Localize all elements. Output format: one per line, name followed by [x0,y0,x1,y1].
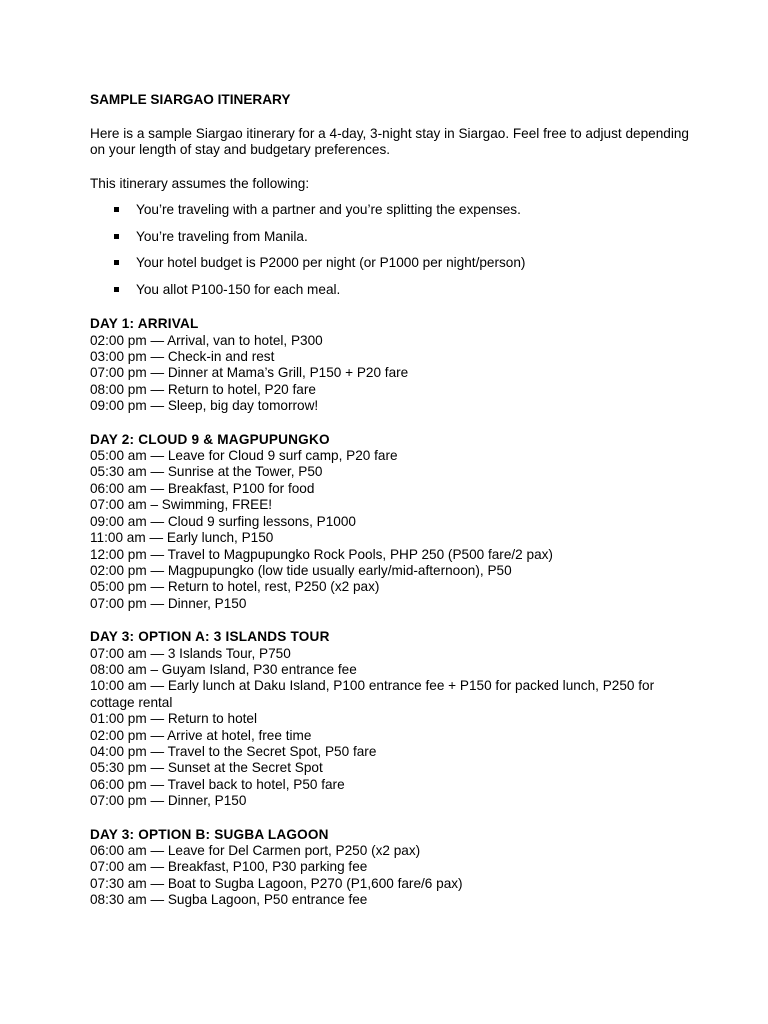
itinerary-entry: 08:00 am – Guyam Island, P30 entrance fee [90,661,357,677]
itinerary-entry: 06:00 am — Breakfast, P100 for food [90,480,315,496]
square-bullet-icon [114,260,119,265]
assumptions-lead: This itinerary assumes the following: [90,175,310,191]
document-title: SAMPLE SIARGAO ITINERARY [90,92,291,107]
itinerary-entry: 06:00 pm — Travel back to hotel, P50 fare [90,776,345,792]
itinerary-entry: 08:30 am — Sugba Lagoon, P50 entrance fee [90,892,368,908]
assumption-text: You allot P100-150 for each meal. [136,281,341,297]
day-section [90,432,690,612]
itinerary-entry: 02:00 pm — Magpupungko (low tide usually early/mid-afternoon), P50 [90,562,512,578]
assumption-text: Your hotel budget is P2000 per night (or P1000 per night/person) [136,255,526,271]
assumption-item [90,255,690,282]
day-section [90,316,690,414]
itinerary-entry: 04:00 pm — Travel to the Secret Spot, P50 fare [90,743,377,759]
day-heading: DAY 1: ARRIVAL [90,316,199,332]
assumption-text: You’re traveling with a partner and you’re splitting the expenses. [136,202,521,218]
itinerary-entry: 05:00 am — Leave for Cloud 9 surf camp, P20 fare [90,448,398,464]
day-section [90,827,690,909]
day-heading: DAY 3: OPTION A: 3 ISLANDS TOUR [90,629,330,645]
itinerary-entry: 12:00 pm — Travel to Magpupungko Rock Pools, PHP 250 (P500 fare/2 pax) [90,546,553,562]
itinerary-entry: 07:00 pm — Dinner, P150 [90,595,247,611]
itinerary-entry: 08:00 pm — Return to hotel, P20 fare [90,381,316,397]
day-heading: DAY 2: CLOUD 9 & MAGPUPUNGKO [90,431,330,447]
square-bullet-icon [114,234,119,239]
square-bullet-icon [114,287,119,292]
intro-paragraph: Here is a sample Siargao itinerary for a 4-day, 3-night stay in Siargao. Feel free to adjust depending on your length of stay and budgetary preferences. [90,126,689,158]
itinerary-entry: 05:00 pm — Return to hotel, rest, P250 (x2 pax) [90,579,380,595]
assumption-item [90,202,690,229]
itinerary-entry: 11:00 am — Early lunch, P150 [90,530,274,546]
assumptions-list [90,202,690,308]
assumption-item [90,229,690,256]
itinerary-entry: 02:00 pm — Arrival, van to hotel, P300 [90,332,323,348]
day-section [90,629,690,809]
itinerary-entry: 05:30 pm — Sunset at the Secret Spot [90,760,323,776]
itinerary-entry: 09:00 am — Cloud 9 surfing lessons, P1000 [90,513,356,529]
itinerary-entry: 06:00 am — Leave for Del Carmen port, P250 (x2 pax) [90,843,421,858]
assumption-item [90,282,690,309]
day-heading: DAY 3: OPTION B: SUGBA LAGOON [90,826,329,842]
itinerary-entry: 07:00 am — 3 Islands Tour, P750 [90,645,291,661]
itinerary-entry: 05:30 am — Sunrise at the Tower, P50 [90,464,323,480]
itinerary-entry: 02:00 pm — Arrive at hotel, free time [90,727,312,743]
itinerary-entry: 09:00 pm — Sleep, big day tomorrow! [90,398,319,414]
itinerary-entry: 10:00 am — Early lunch at Daku Island, P100 entrance fee + P150 for packed lunch, P250 for cottage rental [90,678,655,710]
itinerary-entry: 07:00 am — Breakfast, P100, P30 parking fee [90,859,368,875]
itinerary-entry: 03:00 pm — Check-in and rest [90,349,275,365]
square-bullet-icon [114,207,119,212]
document-page [90,92,690,926]
itinerary-entry: 07:00 pm — Dinner, P150 [90,793,247,809]
itinerary-entry: 01:00 pm — Return to hotel [90,711,257,727]
itinerary-entry: 07:00 pm — Dinner at Mama’s Grill, P150 + P20 fare [90,365,409,381]
itinerary-entry: 07:30 am — Boat to Sugba Lagoon, P270 (P1,600 fare/6 pax) [90,875,463,891]
assumption-text: You’re traveling from Manila. [136,228,308,244]
itinerary-entry: 07:00 am – Swimming, FREE! [90,497,273,513]
